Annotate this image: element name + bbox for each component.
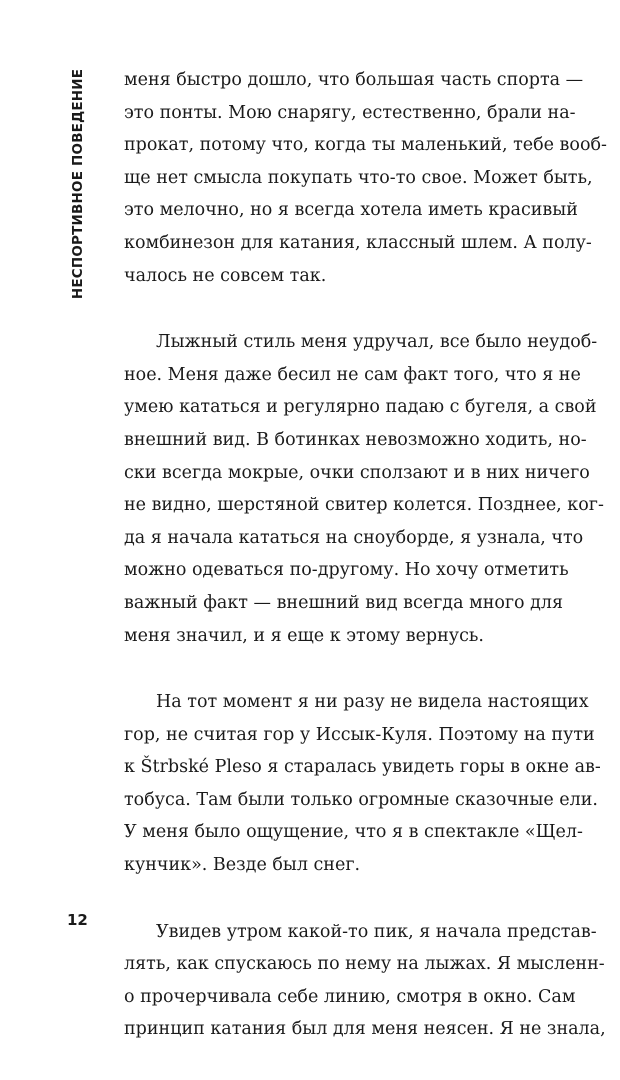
paragraph-3: [124, 686, 601, 882]
text-line: умею кататься и регулярно падаю с бугеля, а свой: [124, 397, 597, 418]
page-number: 12: [67, 911, 88, 929]
text-line: На тот момент я ни разу не видела настоящих: [156, 692, 589, 713]
text-line: Лыжный стиль меня удручал, все было неудоб-: [156, 332, 598, 353]
text-line: лять, как спускаюсь по нему на лыжах. Я мысленн-: [124, 954, 605, 975]
text-line: к Štrbské Pleso я старалась увидеть горы в окне ав-: [124, 757, 601, 778]
text-line: это мелочно, но я всегда хотела иметь красивый: [124, 200, 578, 221]
running-head: [68, 68, 88, 299]
text-line: ски всегда мокрые, очки сползают и в них ничего: [124, 462, 590, 483]
paragraph-1: [124, 64, 607, 292]
text-line: комбинезон для катания, классный шлем. А полу-: [124, 232, 592, 253]
text-line: гор, не считая гор у Иссык-Куля. Поэтому на пути: [124, 724, 595, 745]
text-line: да я начала кататься на сноуборде, я узнала, что: [124, 527, 584, 548]
text-line: меня значил, и я еще к этому вернусь.: [124, 625, 484, 646]
text-line: о прочерчивала себе линию, смотря в окно. Сам: [124, 986, 576, 1007]
text-line: принцип катания был для меня неясен. Я не знала,: [124, 1019, 606, 1040]
text-line: ще нет смысла покупать что-то свое. Может быть,: [124, 167, 593, 188]
text-line: не видно, шерстяной свитер колется. Позднее, ког-: [124, 495, 604, 516]
text-line: чалось не совсем так.: [124, 265, 327, 286]
running-head-text: НЕСПОРТИВНОЕ ПОВЕДЕНИЕ: [70, 68, 86, 299]
body-text: [124, 64, 607, 1080]
text-line: прокат, потому что, когда ты маленький, тебе вооб-: [124, 135, 607, 156]
paragraph-2: [124, 326, 604, 652]
paragraph-4: [124, 916, 606, 1046]
text-line: можно одеваться по-другому. Но хочу отметить: [124, 560, 569, 581]
text-line: внешний вид. В ботинках невозможно ходить, но-: [124, 429, 587, 450]
text-line: Увидев утром какой-то пик, я начала представ-: [156, 921, 597, 942]
text-line: тобуса. Там были только огромные сказочные ели.: [124, 789, 598, 810]
text-line: У меня было ощущение, что я в спектакле «Щел-: [124, 822, 583, 843]
text-line: ное. Меня даже бесил не сам факт того, что я не: [124, 364, 581, 385]
text-line: важный факт — внешний вид всегда много для: [124, 592, 564, 613]
text-line: кунчик». Везде был снег.: [124, 855, 361, 876]
text-line: меня быстро дошло, что большая часть спорта —: [124, 70, 584, 90]
text-line: это понты. Мою снарягу, естественно, брали на-: [124, 102, 576, 123]
